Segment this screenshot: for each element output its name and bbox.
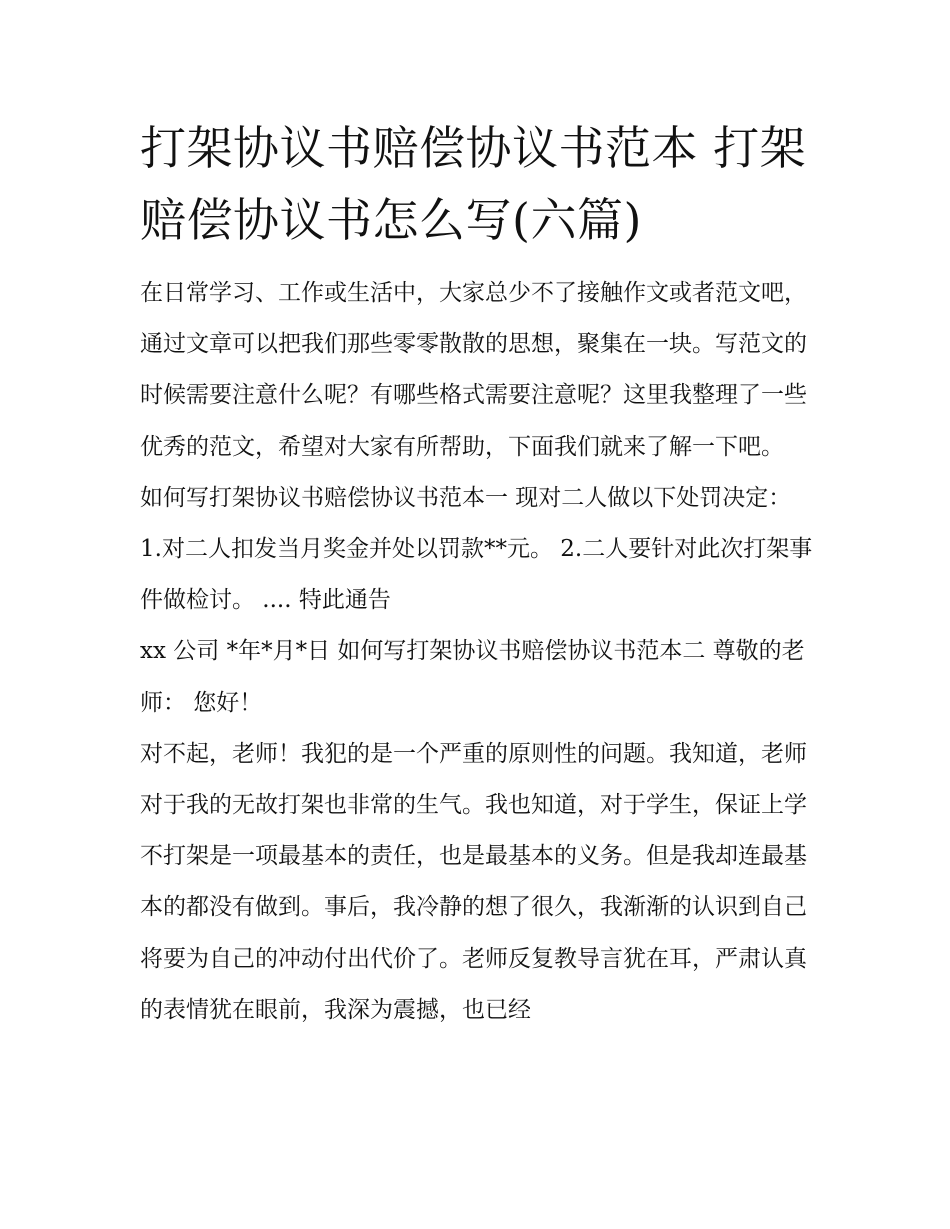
document-title: 打架协议书赔偿协议书范本 打架赔偿协议书怎么写(六篇) [140,121,807,247]
paragraph-intro: 在日常学习、工作或生活中，大家总少不了接触作文或者范文吧，通过文章可以把我们那些零零散散的思想，聚集在一块。写范文的时候需要注意什么呢？有哪些格式需要注意呢？这里我整理了一些优秀的范文，希望对大家有所帮助，下面我们就来了解一下吧。 [140,280,807,460]
paragraph-apology-body: 对不起，老师！我犯的是一个严重的原则性的问题。我知道，老师对于我的无故打架也非常的生气。我也知道，对于学生，保证上学不打架是一项最基本的责任，也是最基本的义务。但是我却连最基本的都没有做到。事后，我冷静的想了很久，我渐渐的认识到自己将要为自己的冲动付出代价了。老师反复教导言犹在耳，严肃认真的表情犹在眼前，我深为震撼，也已经 [140,740,807,1023]
document-content [140,112,820,1036]
paragraph-sample-one: 如何写打架协议书赔偿协议书范本一 现对二人做以下处罚决定： 1.对二人扣发当月奖金并处以罚款**元。 2.二人要针对此次打架事件做检讨。 .... 特此通告 [140,484,813,614]
paragraph-sample-two-header: xx 公司 *年*月*日 如何写打架协议书赔偿协议书范本二 尊敬的老师： 您好！ [140,638,805,716]
